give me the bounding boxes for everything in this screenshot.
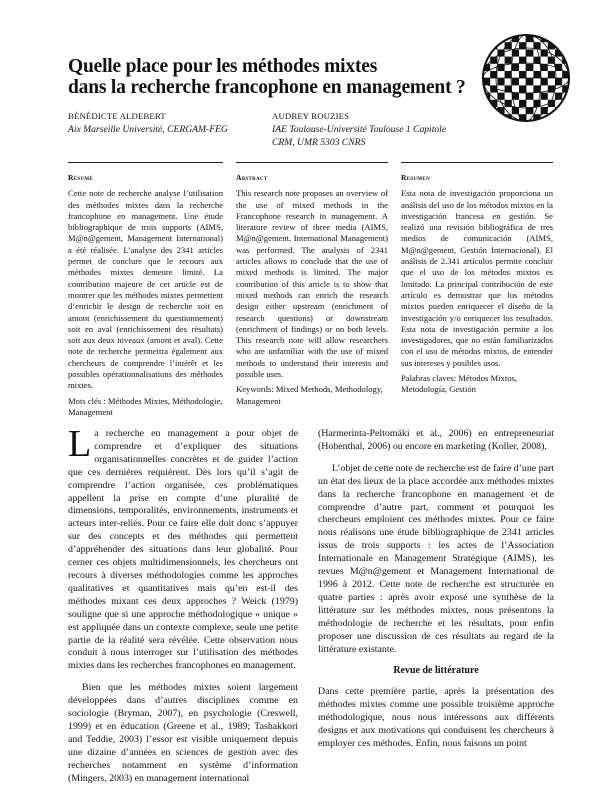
title-line-1: Quelle place pour les méthodes mixtes — [68, 56, 378, 77]
intro-text: a recherche en management a pour objet de comprendre et d’expliquer des situations organisationnelles concrètes et de guider l’action que ces dernières requièrent. Dès lors qu’il s’agit de comprendre l’action organisée, ces problématiques appellent la prise en compte d’une pluralité de dimensions, temporalités, environnements, instruments et acteurs inter-reliés. Pour ce faire elle doit donc s’appuyer sur des concepts et des méthodes qui permettent d’appréhender des situations dans leur globalité. Pour cerner ces objets multidimensionnels, les chercheurs ont recours à diverses méthodologies comme les approches qualitatives et quantitatives mais qu’en est-il des méthodes mixant ces deux approches ? Weick (1979) souligne que si une approche méthodologique « unique » est appliquée dans un contexte complexe, seule une petite partie de la réalité sera révélée. Cette observation nous conduit à nous interroger sur l’utilisation des méthodes mixtes dans les recherches francophones en management. — [68, 428, 298, 672]
abstract-rule-2 — [236, 162, 388, 163]
author-name: BÉNÉDICTE ALDEBERT — [68, 111, 166, 121]
author-affiliation: Aix Marseille Université, CERGAM-FEG — [68, 124, 228, 135]
abstract-text: This research note proposes an overview of the use of mixed methods in the Francophone research in management. A literature review of three media (AIMS, M@n@gement, International Management) was performed. The analysis of 2341 articles allows to conclude that the use of mixed methods is limited. The major contribution of this article is to show that mixed methods can enrich the research design either upstream (enrichment of research questions) or downstream (enrichment of findings) or on both levels. This research note will allow researchers who are unfamiliar with the use of mixed methods to understand their interests and possible uses. — [236, 188, 388, 380]
intro-paragraph — [68, 423, 298, 673]
abstract-column — [236, 172, 388, 411]
resume-column — [68, 172, 223, 422]
resumen-text: Esta nota de investigación proporciona un análisis del uso de los métodos mixtos en la investigación francesa en gestión. Se realizó una revisión bibliográfica de tres medios de comunicación (AIMS, M@n@gement, Gestión Internacional). El análisis de 2.341 artículos permite concluir que el uso de los métodos mixtos es limitado. La principal contribución de este artículo es demostrar que los métodos mixtos pueden enriquecer el diseño de la investigación y/o enriquecer los resultados. Esta nota de investigación permite a los investigadores, que no están familiarizados con el uso de métodos mixtos, de entender sus intereses y posibles usos. — [401, 188, 553, 368]
author-affiliation: CRM, UMR 5303 CNRS — [272, 137, 366, 148]
dropcap: L — [68, 423, 92, 465]
abstract-rule-1 — [68, 162, 223, 163]
abstract-heading: Abstract — [236, 173, 268, 182]
paragraph: Dans cette première partie, après la présentation des méthodes mixtes comme une possible troisième approche méthodologique, nous nous intéressons aux différents designs et aux motivations qui conduisent les chercheurs à employer ces méthodes. Enfin, nous faisons un point — [318, 686, 554, 749]
resume-text: Cette note de recherche analyse l’utilisation des méthodes mixtes dans la recherche francophone en management. Une étude bibliographique de trois supports (AIMS, M@n@gement, Management International) a été réalisée. L’analyse des 2341 articles permet de conclure que le recours aux méthodes mixtes demeure limité. La contribution majeure de cet article est de montrer que les méthodes mixtes permettent d’enrichir le design de recherche soit en amont (enrichissement du questionnement) soit en aval (enrichissement des résultats) soit aux deux niveaux (amont et aval). Cette note de recherche permettra également aux chercheurs de comprendre l’intérêt et les possibles opérationnalisations des méthodes mixtes. — [68, 188, 223, 391]
body-column-right — [318, 428, 554, 760]
body-column-left — [68, 423, 298, 794]
resume-heading: Résumé — [68, 173, 94, 182]
section-heading: Revue de littérature — [393, 665, 479, 677]
author-block-2 — [272, 110, 492, 149]
paragraph: L’objet de cette note de recherche est de faire d’une part un état des lieux de la place accordée aux méthodes mixtes dans la recherche francophone en management et de comprendre d’autre part, comment et pourquoi les chercheurs emploient ces méthodes mixtes. Pour ce faire nous réalisons une étude bibliographique de 2341 articles issus de trois supports : les actes de l’Association Internationale en Management Stratégique (AIMS), les revues M@n@gement et Management International de 1996 à 2012. Cette note de recherche est structurée en quatre parties : après avoir exposé une synthèse de la littérature sur les méthodes mixtes, nous présentons la méthodologie de recherche et les résultats, pour enfin proposer une discussion de ces résultats au regard de la littérature existante. — [318, 462, 554, 655]
paragraph: (Harmerinta-Peltomäki et al., 2006) en entrepreneuriat (Hohenthal, 2006) ou encore en marketing (Koller, 2008). — [318, 428, 554, 452]
title-line-2: dans la recherche francophone en management ? — [68, 77, 466, 98]
globe-logo — [480, 32, 572, 124]
paragraph: Bien que les méthodes mixtes soient largement développées dans d’autres disciplines comme en sociologie (Bryman, 2007), en psychologie (Creswell, 1999) et en éducation (Greene et al., 1989; Tashakkori and Teddie, 2003) l’essor est visible uniquement depuis une dizaine d’années en sciences de gestion avec des recherches notamment en système d’information (Mingers, 2003) en management international — [68, 682, 298, 784]
globe-icon — [480, 32, 572, 124]
author-block-1 — [68, 110, 268, 136]
resumen-keywords: Palabras claves: Métodos Mixtos, Metodología, Gestión — [401, 373, 517, 395]
abstract-rule-3 — [401, 162, 553, 163]
resume-keywords: Mots clés : Méthodes Mixtes, Méthodologie, Management — [68, 395, 223, 417]
resumen-column — [401, 172, 553, 400]
author-name: AUDREY ROUZIES — [272, 111, 350, 121]
author-affiliation: IAE Toulouse-Université Toulouse 1 Capitole — [272, 124, 447, 135]
article-title — [68, 56, 488, 98]
resumen-heading: Resumen — [401, 173, 430, 182]
abstract-keywords: Keywords: Mixed Methods, Methodology, Management — [236, 384, 383, 406]
